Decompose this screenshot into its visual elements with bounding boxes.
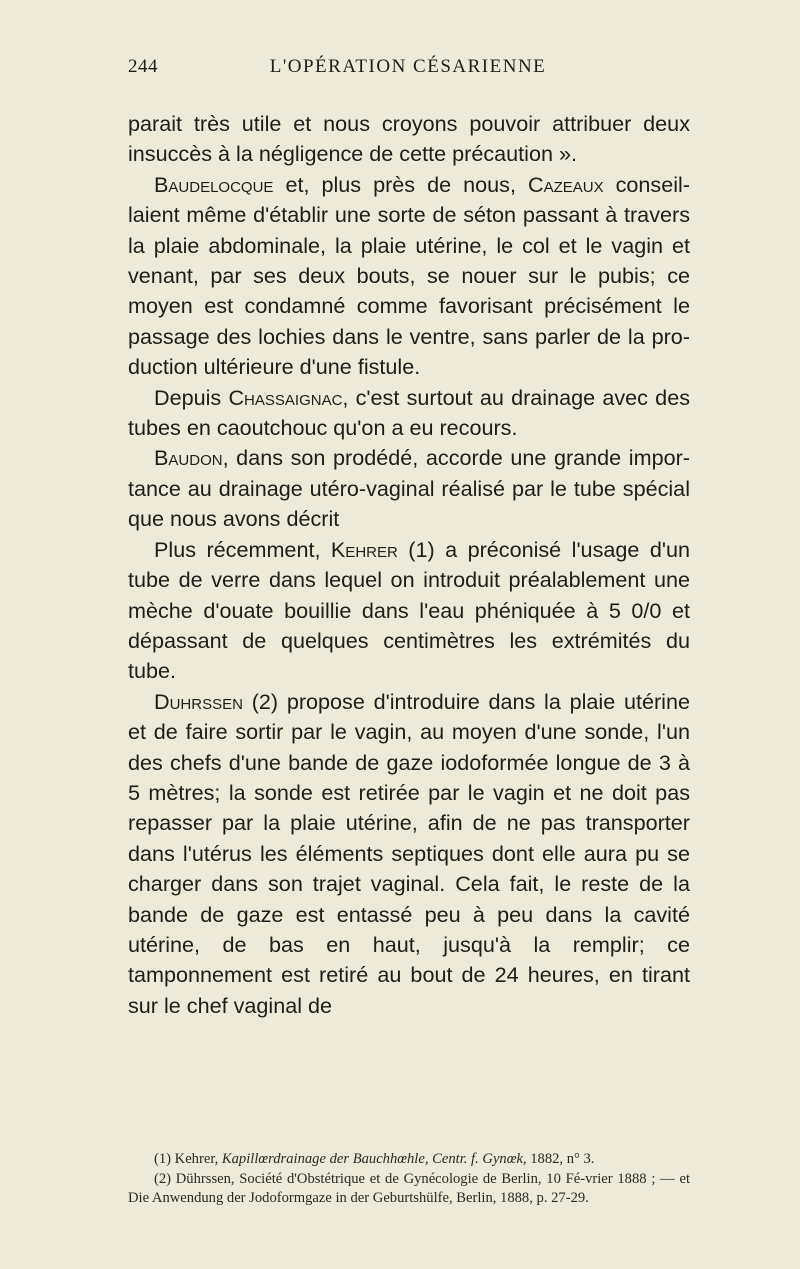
paragraph-4 bbox=[128, 443, 690, 534]
paragraph-2-text-a: et, plus près de nous, bbox=[273, 171, 528, 197]
body-text bbox=[128, 109, 690, 1021]
page-header bbox=[128, 56, 688, 82]
footnote-2 bbox=[128, 1170, 690, 1209]
paragraph-4-text: , dans son prodédé, accorde une grande impor-tance au drainage utéro-vaginal réalisé par le tube spécial que nous avons décrit bbox=[128, 445, 690, 532]
page-number: 244 bbox=[128, 56, 158, 77]
paragraph-2 bbox=[128, 170, 690, 383]
footnote-1 bbox=[128, 1150, 690, 1170]
footnote-1-text-a: (1) Kehrer, bbox=[154, 1151, 222, 1167]
paragraph-1 bbox=[128, 109, 690, 170]
footnote-2-text: (2) Dührssen, Société d'Obstétrique et de Gynécologie de Berlin, 10 Fé-vrier 1888 ; — et Die Anwendung der Jodoformgaze in der Geburtshülfe, Berlin, 1888, p. 27-29. bbox=[128, 1170, 690, 1206]
author-baudelocque: Baudelocque bbox=[154, 171, 274, 197]
paragraph-5-text-a: Plus récemment, bbox=[154, 536, 331, 562]
footnote-1-title: Kapillœrdrainage der Bauchhœhle, Centr. f. Gynœk, bbox=[221, 1151, 527, 1167]
footnotes bbox=[128, 1150, 690, 1209]
paragraph-3-text-a: Depuis bbox=[154, 384, 229, 410]
author-baudon: Baudon bbox=[154, 445, 223, 471]
paragraph-2-text-b: conseil-laient même d'établir une sorte de séton passant à travers la plaie abdominale, la plaie utérine, le col et le vagin et venant, par ses deux bouts, se nouer sur le pubis; ce moyen est condamné comme favorisant précisément le passage des lochies dans le ventre, sans parler de la pro-duction ultérieure d'une fistule. bbox=[128, 171, 690, 380]
paragraph-3-text-b: , c'est surtout au drainage avec des tubes en caoutchouc qu'on a eu recours. bbox=[128, 384, 691, 441]
author-chassaignac: Chassaignac bbox=[228, 384, 343, 410]
running-title: L'OPÉRATION CÉSARIENNE bbox=[269, 56, 547, 77]
author-duhrssen: Duhrssen bbox=[154, 688, 243, 714]
paragraph-6-text: (2) propose d'introduire dans la plaie utérine et de faire sortir par le vagin, au moyen d'une sonde, l'un des chefs d'une bande de gaze iodoformée longue de 3 à 5 mètres; la sonde est retirée par le vagin et ne doit pas repasser par la plaie utérine, afin de ne pas transporter dans l'utérus les éléments septiques dont elle aura pu se charger dans son trajet vaginal. Cela fait, le reste de la bande de gaze est entassé peu à peu dans la cavité utérine, de bas en haut, jusqu'à la remplir; ce tamponnement est retiré au bout de 24 heures, en tirant sur le chef vaginal de bbox=[128, 688, 690, 1018]
paragraph-6 bbox=[128, 687, 690, 1021]
footnote-1-text-b: 1882, n° 3. bbox=[526, 1151, 595, 1167]
author-kehrer: Kehrer bbox=[330, 536, 398, 562]
paragraph-1-text: parait très utile et nous croyons pouvoir attribuer deux insuccès à la négligence de cette précaution ». bbox=[128, 111, 690, 167]
paragraph-5 bbox=[128, 535, 690, 687]
paragraph-3 bbox=[128, 383, 690, 444]
author-cazeaux: Cazeaux bbox=[527, 171, 604, 197]
paragraph-5-text-b: (1) a préconisé l'usage d'un tube de verre dans lequel on introduit préalablement une mèche d'ouate bouillie dans l'eau phéniquée à 5 0/0 et dépassant de quelques centimètres les extrémités du tube. bbox=[128, 536, 690, 684]
